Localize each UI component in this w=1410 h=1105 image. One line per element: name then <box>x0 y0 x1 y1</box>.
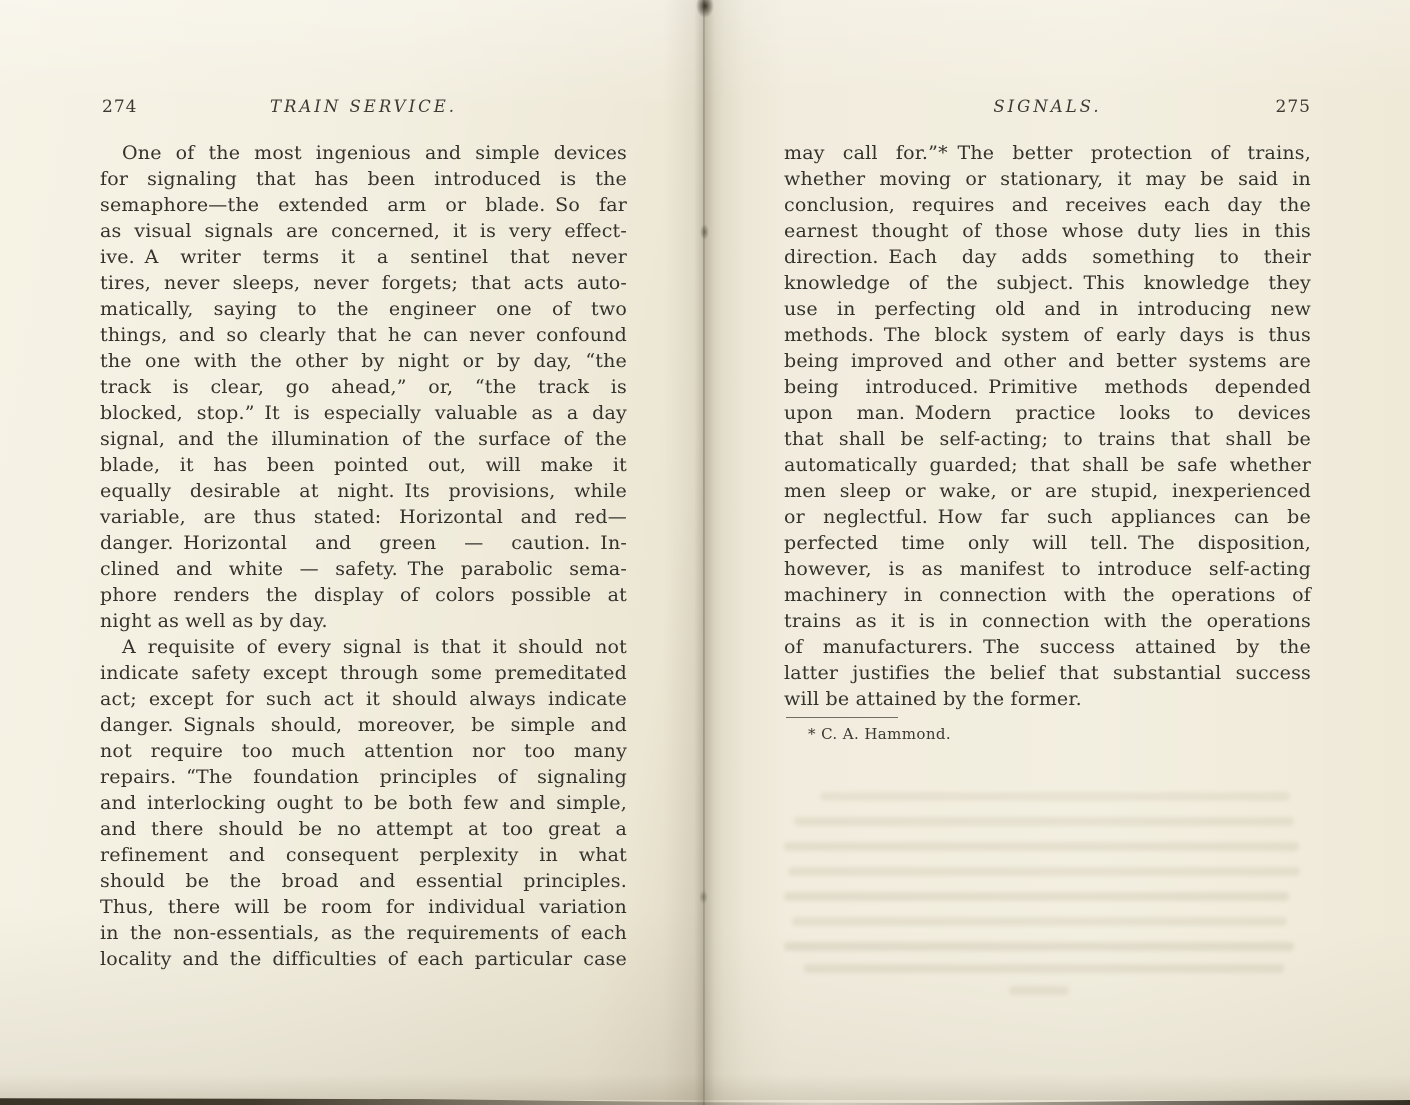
text-line: ive. A writer terms it a sentinel that never <box>100 246 627 268</box>
text-line: blocked, stop.” It is especially valuable as a day <box>100 402 627 424</box>
paragraph <box>784 140 1311 712</box>
text-line: men sleep or wake, or are stupid, inexperienced <box>784 480 1311 502</box>
text-line: signal, and the illumination of the surface of the <box>100 428 627 450</box>
text-line: or neglectful. How far such appliances can be <box>784 506 1311 528</box>
text-line: whether moving or stationary, it may be said in <box>784 168 1311 190</box>
text-line: matically, saying to the engineer one of two <box>100 298 627 320</box>
page-right <box>703 0 1410 1105</box>
page-number-right: 275 <box>1275 97 1311 117</box>
page-left-text-column <box>100 140 627 972</box>
text-line: of manufacturers. The success attained by the <box>784 636 1311 658</box>
text-line: trains as it is in connection with the operations <box>784 610 1311 632</box>
text-line: machinery in connection with the operations of <box>784 584 1311 606</box>
text-line: Thus, there will be room for individual variation <box>100 896 627 918</box>
text-line: conclusion, requires and receives each day the <box>784 194 1311 216</box>
running-header-left: TRAIN SERVICE. <box>269 97 458 116</box>
text-line: upon man. Modern practice looks to devices <box>784 402 1311 424</box>
showthrough-line <box>784 842 1299 851</box>
showthrough-line <box>820 792 1290 801</box>
text-line: phore renders the display of colors possible at <box>100 584 627 606</box>
text-line: danger. Horizontal and green — caution. In- <box>100 532 627 554</box>
text-line: equally desirable at night. Its provisions, while <box>100 480 627 502</box>
text-line: night as well as by day. <box>100 610 328 632</box>
text-line: may call for.”* The better protection of trains, <box>784 142 1311 164</box>
page-showthrough <box>784 778 1314 1008</box>
showthrough-line <box>792 917 1287 926</box>
text-line: A requisite of every signal is that it should not <box>122 636 627 658</box>
text-line: methods. The block system of early days is thus <box>784 324 1311 346</box>
text-line: repairs. “The foundation principles of signaling <box>100 766 627 788</box>
page-left <box>0 0 703 1105</box>
text-line: being introduced. Primitive methods depended <box>784 376 1311 398</box>
page-right-header <box>784 97 1311 123</box>
bottom-page-shadow <box>0 1074 1410 1100</box>
text-line: blade, it has been pointed out, will make it <box>100 454 627 476</box>
text-line: danger. Signals should, moreover, be simple and <box>100 714 627 736</box>
text-line: indicate safety except through some premeditated <box>100 662 627 684</box>
text-line: and interlocking ought to be both few and simple, <box>100 792 627 814</box>
text-line: for signaling that has been introduced is the <box>100 168 627 190</box>
showthrough-line <box>788 867 1300 876</box>
text-line: earnest thought of those whose duty lies in this <box>784 220 1311 242</box>
text-line: in the non-essentials, as the requirements of each <box>100 922 627 944</box>
text-line: knowledge of the subject. This knowledge they <box>784 272 1311 294</box>
showthrough-line <box>794 817 1294 826</box>
gutter-top-notch <box>696 0 714 18</box>
page-number-left: 274 <box>102 97 138 117</box>
text-line: semaphore—the extended arm or blade. So far <box>100 194 627 216</box>
showthrough-line <box>1009 986 1069 995</box>
paragraph <box>100 140 627 634</box>
showthrough-line <box>784 892 1289 901</box>
text-line: act; except for such act it should always indicate <box>100 688 627 710</box>
text-line: however, is as manifest to introduce self-acting <box>784 558 1311 580</box>
book-gutter-shadow <box>663 0 745 1105</box>
gutter-speck <box>699 890 708 904</box>
text-line: One of the most ingenious and simple devices <box>122 142 627 164</box>
running-header-right: SIGNALS. <box>993 97 1102 116</box>
footnote <box>784 717 1311 743</box>
text-line: refinement and consequent perplexity in what <box>100 844 627 866</box>
text-line: will be attained by the former. <box>784 688 1082 710</box>
text-line: the one with the other by night or by day, “the <box>100 350 627 372</box>
text-line: perfected time only will tell. The disposition, <box>784 532 1311 554</box>
text-line: as visual signals are concerned, it is very effect- <box>100 220 627 242</box>
showthrough-line <box>804 964 1284 973</box>
text-line: locality and the difficulties of each particular case <box>100 948 627 970</box>
showthrough-line <box>784 942 1294 951</box>
text-line: tires, never sleeps, never forgets; that acts auto- <box>100 272 627 294</box>
page-right-text-column <box>784 140 1311 712</box>
text-line: being improved and other and better systems are <box>784 350 1311 372</box>
paragraph <box>100 634 627 972</box>
text-line: use in perfecting old and in introducing new <box>784 298 1311 320</box>
page-left-header <box>100 97 627 123</box>
text-line: things, and so clearly that he can never confound <box>100 324 627 346</box>
text-line: variable, are thus stated: Horizontal and red— <box>100 506 627 528</box>
text-line: should be the broad and essential principles. <box>100 870 627 892</box>
text-line: and there should be no attempt at too great a <box>100 818 627 840</box>
text-line: direction. Each day adds something to their <box>784 246 1311 268</box>
footnote-rule <box>786 717 898 718</box>
text-line: automatically guarded; that shall be safe whether <box>784 454 1311 476</box>
text-line: that shall be self-acting; to trains that shall be <box>784 428 1311 450</box>
text-line: latter justifies the belief that substantial success <box>784 662 1311 684</box>
gutter-speck <box>700 224 709 240</box>
text-line: not require too much attention nor too many <box>100 740 627 762</box>
footnote-text: * C. A. Hammond. <box>808 725 952 743</box>
text-line: track is clear, go ahead,” or, “the track is <box>100 376 627 398</box>
text-line: clined and white — safety. The parabolic sema- <box>100 558 627 580</box>
